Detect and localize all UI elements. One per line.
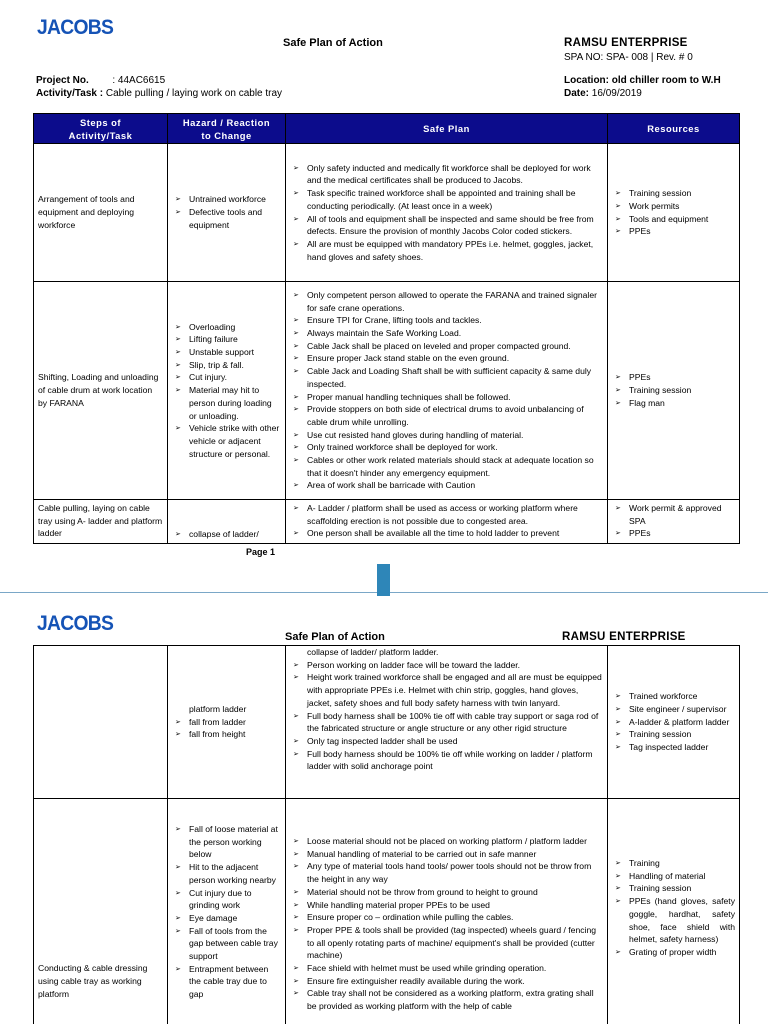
list-item: ➢ Training <box>612 857 735 870</box>
list-item: ➢ Training session <box>612 187 735 200</box>
list-item: ➢ Training session <box>612 882 735 895</box>
list-item: ➢ Lifting failure <box>172 333 281 346</box>
list-item: ➢ Flag man <box>612 397 735 410</box>
list-item: ➢ Eye damage <box>172 912 281 925</box>
resources-list <box>612 690 735 754</box>
list-item: ➢ A-ladder & platform ladder <box>612 716 735 729</box>
list-item: ➢ Material should not be throw from ground to height to ground <box>290 886 603 899</box>
list-item: ➢ Only tag inspected ladder shall be used <box>290 735 603 748</box>
list-item: ➢ Trained workforce <box>612 690 735 703</box>
plan-list <box>290 502 603 540</box>
column-header-resources: Resources <box>608 114 740 144</box>
list-item: ➢ Only trained workforce shall be deployed for work. <box>290 441 603 454</box>
date <box>564 88 642 99</box>
list-item: ➢ Overloading <box>172 321 281 334</box>
list-item: ➢ Only safety inducted and medically fit workforce shall be deployed for work and the medical certificates shall be produced to Jacobs. <box>290 162 603 187</box>
list-item: ➢ Entrapment between the cable tray due to gap <box>172 963 281 1001</box>
company-name: RAMSU ENTERPRISE <box>564 37 688 49</box>
activity-value: Cable pulling / laying work on cable tray <box>105 88 283 99</box>
list-item: ➢ Ensure proper co – ordination while pulling the cables. <box>290 911 603 924</box>
list-item: ➢ Loose material should not be placed on working platform / platform ladder <box>290 835 603 848</box>
activity-label: Activity/Task : <box>36 88 104 99</box>
list-item: ➢ Unstable support <box>172 346 281 359</box>
table-row <box>34 646 740 799</box>
column-header-hazard: Hazard / Reaction to Change <box>168 114 286 144</box>
list-item: ➢ Site engineer / supervisor <box>612 703 735 716</box>
step-cell: Arrangement of tools and equipment and deploying workforce <box>38 194 135 230</box>
jacobs-logo: JACOBS <box>37 612 114 635</box>
list-item: ➢ Face shield with helmet must be used while grinding operation. <box>290 962 603 975</box>
project-label: Project No. <box>36 75 89 86</box>
list-item: ➢ Always maintain the Safe Working Load. <box>290 327 603 340</box>
list-item: ➢ Training session <box>612 728 735 741</box>
hazard-list <box>172 193 281 231</box>
table-row <box>34 282 740 500</box>
spa-number: SPA NO: SPA- 008 | Rev. # 0 <box>564 52 693 63</box>
list-item: ➢ PPEs <box>612 225 735 238</box>
list-item: ➢ Handling of material <box>612 870 735 883</box>
table-header-row <box>34 114 740 144</box>
list-item: ➢ Provide stoppers on both side of electrical drums to avoid unbalancing of cable drum while unrolling. <box>290 403 603 428</box>
plan-list <box>290 162 603 264</box>
list-item: ➢ Any type of material tools hand tools/ power tools should not be throw from the height in any way <box>290 860 603 885</box>
hazard-list <box>172 823 281 1001</box>
resources-list <box>612 187 735 238</box>
list-item: ➢ Tools and equipment <box>612 213 735 226</box>
list-item: ➢ Grating of proper width <box>612 946 735 959</box>
list-item: ➢ collapse of ladder/ <box>172 528 281 541</box>
table-row <box>34 500 740 544</box>
hazard-list <box>172 703 281 741</box>
safe-plan-table-page-1 <box>33 113 740 544</box>
step-cell: Cable pulling, laying on cable tray using A- ladder and platform ladder <box>38 503 163 539</box>
list-item: ➢ One person shall be available all the time to hold ladder to prevent <box>290 527 603 540</box>
list-item: ➢ Work permit & approved SPA <box>612 502 735 527</box>
list-item: ➢ Cut injury due to grinding work <box>172 887 281 912</box>
column-header-steps: Steps of Activity/Task <box>34 114 168 144</box>
plan-list <box>290 646 603 773</box>
list-item: ➢ All are must be equipped with mandatory PPEs i.e. helmet, goggles, jacket, hand gloves and safety shoes. <box>290 238 603 263</box>
list-item: ➢ PPEs (hand gloves, safety goggle, hardhat, safety shoe, face shield with helmet, safety harness) <box>612 895 735 946</box>
list-item: ➢ Ensure proper Jack stand stable on the even ground. <box>290 352 603 365</box>
list-item: ➢ Full body harness should be 100% tie off while working on ladder / platform ladder with solid anchorage point <box>290 748 603 773</box>
list-item: ➢ Only competent person allowed to operate the FARANA and trained signaler for safe crane operations. <box>290 289 603 314</box>
project-number <box>36 75 165 86</box>
list-item: ➢ Fall of loose material at the person working below <box>172 823 281 861</box>
list-item: ➢ Height work trained workforce shall be engaged and all are must be equipped with appropriate PPEs i.e. Helmet with chin strip, goggles, hand gloves, jacket, safety shoes and full body safety harness with twin lanyard. <box>290 671 603 709</box>
list-item: ➢ Ensure fire extinguisher readily available during the work. <box>290 975 603 988</box>
resources-list <box>612 371 735 409</box>
page-number: Page 1 <box>246 547 276 557</box>
date-value: 16/09/2019 <box>591 88 642 99</box>
list-item: ➢ Proper manual handling techniques shall be followed. <box>290 391 603 404</box>
safe-plan-table-page-2 <box>33 645 740 1024</box>
list-item: ➢ All of tools and equipment shall be inspected and same should be free from defects. Ensure the provision of monthly Jacobs Color coded stickers. <box>290 213 603 238</box>
column-header-plan: Safe Plan <box>286 114 608 144</box>
table-row <box>34 799 740 1024</box>
list-item: ➢ Manual handling of material to be carried out in safe manner <box>290 848 603 861</box>
jacobs-logo: JACOBS <box>37 16 114 39</box>
list-item: ➢ Ensure TPI for Crane, lifting tools and tackles. <box>290 314 603 327</box>
table-row <box>34 144 740 282</box>
step-cell: Conducting & cable dressing using cable tray as working platform <box>38 963 148 999</box>
date-label: Date: <box>564 88 590 99</box>
location-label: Location: <box>564 75 609 86</box>
step-cell: Shifting, Loading and unloading of cable drum at work location by FARANA <box>38 372 159 408</box>
location-value: old chiller room to W.H <box>611 75 721 86</box>
list-item: ➢ Cable tray shall not be considered as a working platform, extra grating shall be provided as working platform with the help of cable <box>290 987 603 1012</box>
step-cell <box>34 720 167 724</box>
project-value: : 44AC6615 <box>112 75 166 86</box>
list-item: ➢ fall from height <box>172 728 281 741</box>
location <box>564 75 721 86</box>
list-item: ➢ Material may hit to person during loading or unloading. <box>172 384 281 422</box>
list-item: ➢ PPEs <box>612 371 735 384</box>
list-item: ➢ Defective tools and equipment <box>172 206 281 231</box>
list-item: ➢ Cable Jack and Loading Shaft shall be with sufficient capacity & same duly inspected. <box>290 365 603 390</box>
list-item: ➢ Use cut resisted hand gloves during handling of material. <box>290 429 603 442</box>
list-item: ➢ fall from ladder <box>172 716 281 729</box>
hazard-list <box>172 321 281 461</box>
list-item: ➢ Area of work shall be barricade with Caution <box>290 479 603 492</box>
list-item: ➢ Slip, trip & fall. <box>172 359 281 372</box>
document-page-2 <box>0 600 768 1024</box>
company-name: RAMSU ENTERPRISE <box>562 631 686 643</box>
list-item: ➢ A- Ladder / platform shall be used as access or working platform where scaffolding erection is not possible due to congested area. <box>290 502 603 527</box>
list-item-continued: collapse of ladder/ platform ladder. <box>307 647 439 657</box>
list-item: ➢ Task specific trained workforce shall be appointed and training shall be conducting periodically. (At least once in a week) <box>290 187 603 212</box>
list-item: ➢ Training session <box>612 384 735 397</box>
resources-list <box>612 502 735 540</box>
list-item: ➢ Full body harness shall be 100% tie off with cable tray support or saga rod of the fabricated structure or angle structure or any other rigid structure <box>290 710 603 735</box>
list-item: ➢ Work permits <box>612 200 735 213</box>
plan-list <box>290 289 603 492</box>
list-item-continued: platform ladder <box>189 703 247 714</box>
list-item: ➢ Hit to the adjacent person working nearby <box>172 861 281 886</box>
list-item: ➢ Tag inspected ladder <box>612 741 735 754</box>
plan-list <box>290 835 603 1013</box>
list-item: ➢ Person working on ladder face will be toward the ladder. <box>290 659 603 672</box>
resources-list <box>612 857 735 959</box>
list-item: ➢ Untrained workforce <box>172 193 281 206</box>
page-connector-bar <box>377 564 390 596</box>
document-title: Safe Plan of Action <box>285 631 385 643</box>
list-item: ➢ PPEs <box>612 527 735 540</box>
document-title: Safe Plan of Action <box>283 37 383 49</box>
list-item: ➢ Cable Jack shall be placed on leveled and proper compacted ground. <box>290 340 603 353</box>
activity-task <box>36 88 282 99</box>
list-item: ➢ Cables or other work related materials should stack at adequate location so that it doesn't hinder any emergency equipment. <box>290 454 603 479</box>
list-item: ➢ Cut injury. <box>172 371 281 384</box>
list-item: ➢ Proper PPE & tools shall be provided (tag inspected) wheels guard / fencing to all openly rotating parts of machine/ equipment's shall be provided (cutter machine) <box>290 924 603 962</box>
list-item: ➢ While handling material proper PPEs to be used <box>290 899 603 912</box>
list-item: ➢ Fall of tools from the gap between cable tray support <box>172 925 281 963</box>
hazard-list <box>172 528 281 541</box>
list-item: ➢ Vehicle strike with other vehicle or adjacent structure or personal. <box>172 422 281 460</box>
